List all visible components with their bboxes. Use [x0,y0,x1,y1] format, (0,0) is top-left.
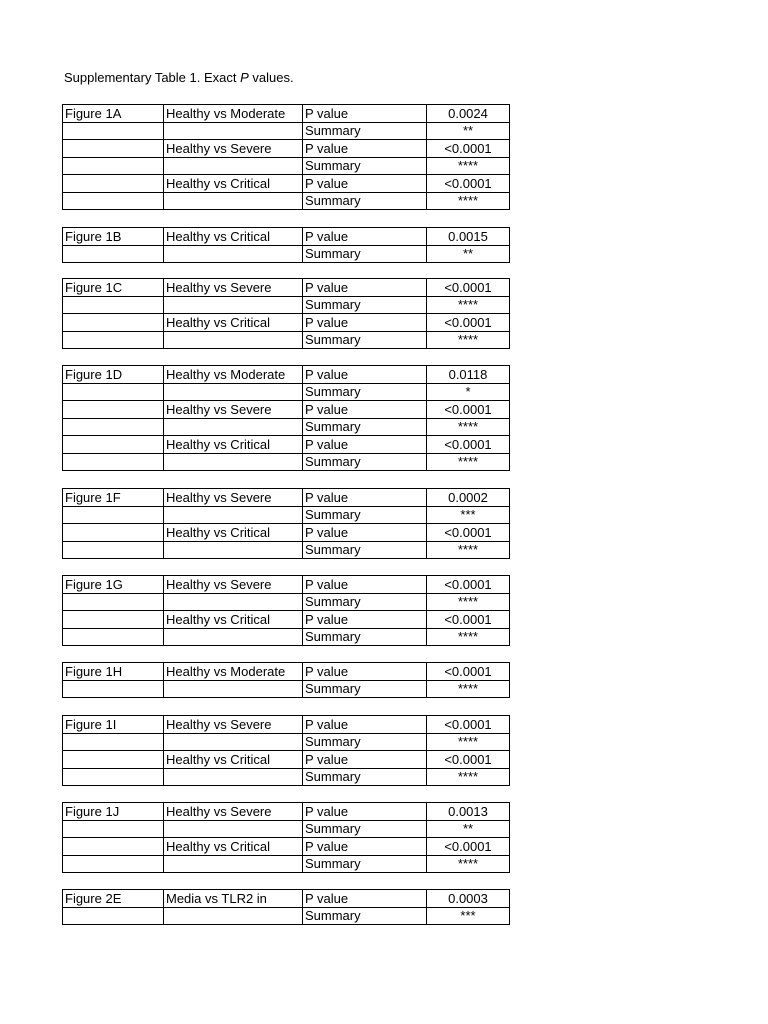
metric-cell: P value [303,576,427,594]
comparison-cell: Healthy vs Critical [164,524,303,542]
pvalue-table [62,278,510,349]
value-cell: <0.0001 [427,524,510,542]
value-cell: **** [427,157,510,175]
table-row [63,489,510,507]
metric-cell: Summary [303,418,427,436]
figure-cell [63,768,164,786]
figure-cell [63,418,164,436]
value-cell: **** [427,733,510,751]
comparison-cell [164,331,303,349]
value-cell: *** [427,907,510,925]
comparison-cell [164,680,303,698]
value-cell: <0.0001 [427,314,510,332]
value-cell: ** [427,122,510,140]
figure-cell [63,157,164,175]
value-cell: <0.0001 [427,751,510,769]
metric-cell: P value [303,228,427,246]
value-cell: <0.0001 [427,716,510,734]
metric-cell: P value [303,524,427,542]
figure-cell: Figure 1H [63,663,164,681]
figure-cell [63,541,164,559]
comparison-cell [164,628,303,646]
metric-cell: Summary [303,245,427,263]
table-row [63,157,510,175]
table-row [63,907,510,925]
table-row [63,803,510,821]
figure-cell [63,593,164,611]
table-row [63,733,510,751]
figure-cell [63,524,164,542]
table-row [63,331,510,349]
value-cell: <0.0001 [427,175,510,193]
comparison-cell [164,383,303,401]
comparison-cell [164,192,303,210]
figure-cell: Figure 1I [63,716,164,734]
value-cell: **** [427,855,510,873]
comparison-cell [164,820,303,838]
table-row [63,751,510,769]
comparison-cell: Healthy vs Severe [164,716,303,734]
metric-cell: Summary [303,855,427,873]
figure-cell [63,733,164,751]
comparison-cell: Healthy vs Severe [164,489,303,507]
value-cell: *** [427,506,510,524]
figure-cell [63,436,164,454]
comparison-cell [164,157,303,175]
table-row [63,576,510,594]
figure-cell: Figure 2E [63,890,164,908]
comparison-cell: Healthy vs Critical [164,175,303,193]
value-cell: **** [427,541,510,559]
figure-cell [63,820,164,838]
metric-cell: Summary [303,122,427,140]
value-cell: <0.0001 [427,140,510,158]
value-cell: **** [427,192,510,210]
metric-cell: Summary [303,820,427,838]
pvalue-table [62,104,510,210]
value-cell: **** [427,768,510,786]
table-row [63,175,510,193]
value-cell: 0.0024 [427,105,510,123]
value-cell: **** [427,680,510,698]
table-row [63,228,510,246]
comparison-cell: Healthy vs Critical [164,436,303,454]
value-cell: **** [427,296,510,314]
value-cell: **** [427,453,510,471]
figure-cell [63,122,164,140]
comparison-cell: Healthy vs Critical [164,314,303,332]
metric-cell: P value [303,716,427,734]
figure-cell [63,453,164,471]
figure-cell [63,245,164,263]
metric-cell: P value [303,366,427,384]
metric-cell: Summary [303,453,427,471]
table-row [63,122,510,140]
metric-cell: P value [303,838,427,856]
table-row [63,436,510,454]
comparison-cell: Healthy vs Severe [164,279,303,297]
comparison-cell [164,453,303,471]
figure-cell: Figure 1G [63,576,164,594]
figure-cell [63,506,164,524]
value-cell: <0.0001 [427,663,510,681]
metric-cell: P value [303,489,427,507]
value-cell: 0.0002 [427,489,510,507]
pvalue-table [62,575,510,646]
metric-cell: Summary [303,628,427,646]
table-row [63,105,510,123]
table-row [63,245,510,263]
comparison-cell: Healthy vs Critical [164,228,303,246]
value-cell: <0.0001 [427,401,510,419]
metric-cell: Summary [303,506,427,524]
figure-cell [63,314,164,332]
table-row [63,820,510,838]
metric-cell: P value [303,751,427,769]
comparison-cell: Healthy vs Moderate [164,366,303,384]
metric-cell: P value [303,105,427,123]
metric-cell: Summary [303,907,427,925]
comparison-cell: Media vs TLR2 in [164,890,303,908]
metric-cell: Summary [303,157,427,175]
figure-cell [63,907,164,925]
table-row [63,611,510,629]
value-cell: **** [427,593,510,611]
metric-cell: Summary [303,541,427,559]
pvalue-table [62,662,510,698]
figure-cell [63,628,164,646]
figure-cell: Figure 1F [63,489,164,507]
comparison-cell [164,122,303,140]
metric-cell: Summary [303,593,427,611]
value-cell: <0.0001 [427,611,510,629]
figure-cell [63,680,164,698]
metric-cell: P value [303,436,427,454]
metric-cell: Summary [303,680,427,698]
table-row [63,296,510,314]
metric-cell: P value [303,279,427,297]
metric-cell: P value [303,401,427,419]
pvalue-table [62,365,510,471]
pvalue-table [62,802,510,873]
table-row [63,593,510,611]
figure-cell: Figure 1J [63,803,164,821]
table-row [63,418,510,436]
value-cell: ** [427,245,510,263]
value-cell: **** [427,331,510,349]
metric-cell: P value [303,890,427,908]
comparison-cell [164,907,303,925]
metric-cell: Summary [303,331,427,349]
comparison-cell [164,506,303,524]
figure-cell [63,611,164,629]
value-cell: <0.0001 [427,838,510,856]
table-row [63,890,510,908]
table-row [63,663,510,681]
figure-cell [63,401,164,419]
figure-cell [63,331,164,349]
metric-cell: P value [303,611,427,629]
comparison-cell: Healthy vs Severe [164,803,303,821]
comparison-cell [164,733,303,751]
metric-cell: Summary [303,733,427,751]
pvalue-table [62,227,510,263]
value-cell: <0.0001 [427,279,510,297]
value-cell: * [427,383,510,401]
table-row [63,680,510,698]
figure-cell [63,192,164,210]
value-cell: 0.0118 [427,366,510,384]
metric-cell: P value [303,803,427,821]
comparison-cell: Healthy vs Critical [164,838,303,856]
figure-cell [63,296,164,314]
table-row [63,628,510,646]
figure-cell: Figure 1A [63,105,164,123]
figure-cell: Figure 1B [63,228,164,246]
pvalue-table [62,715,510,786]
value-cell: **** [427,628,510,646]
comparison-cell [164,593,303,611]
value-cell: 0.0013 [427,803,510,821]
comparison-cell [164,245,303,263]
comparison-cell: Healthy vs Severe [164,140,303,158]
table-row [63,453,510,471]
title-italic-p: P [240,70,249,85]
comparison-cell [164,541,303,559]
value-cell: <0.0001 [427,576,510,594]
metric-cell: Summary [303,296,427,314]
table-row [63,838,510,856]
comparison-cell [164,768,303,786]
table-row [63,140,510,158]
value-cell: 0.0003 [427,890,510,908]
table-row [63,768,510,786]
table-row [63,383,510,401]
value-cell: ** [427,820,510,838]
table-row [63,401,510,419]
comparison-cell: Healthy vs Severe [164,576,303,594]
figure-cell: Figure 1C [63,279,164,297]
figure-cell [63,751,164,769]
pvalue-table [62,889,510,925]
figure-cell [63,855,164,873]
metric-cell: P value [303,175,427,193]
metric-cell: P value [303,140,427,158]
comparison-cell [164,418,303,436]
table-row [63,314,510,332]
figure-cell [63,175,164,193]
table-row [63,716,510,734]
figure-cell [63,140,164,158]
comparison-cell [164,296,303,314]
figure-cell [63,838,164,856]
metric-cell: P value [303,314,427,332]
title-suffix: values. [248,70,294,85]
metric-cell: Summary [303,768,427,786]
table-row [63,279,510,297]
pvalue-table [62,488,510,559]
metric-cell: Summary [303,383,427,401]
table-row [63,524,510,542]
table-row [63,855,510,873]
value-cell: <0.0001 [427,436,510,454]
comparison-cell [164,855,303,873]
figure-cell [63,383,164,401]
table-row [63,541,510,559]
value-cell: **** [427,418,510,436]
table-row [63,192,510,210]
comparison-cell: Healthy vs Moderate [164,663,303,681]
title-prefix: Supplementary Table 1. Exact [64,70,241,85]
comparison-cell: Healthy vs Critical [164,611,303,629]
comparison-cell: Healthy vs Severe [164,401,303,419]
metric-cell: P value [303,663,427,681]
figure-cell: Figure 1D [63,366,164,384]
comparison-cell: Healthy vs Moderate [164,105,303,123]
value-cell: 0.0015 [427,228,510,246]
table-row [63,506,510,524]
comparison-cell: Healthy vs Critical [164,751,303,769]
table-row [63,366,510,384]
metric-cell: Summary [303,192,427,210]
page-title [64,69,294,86]
